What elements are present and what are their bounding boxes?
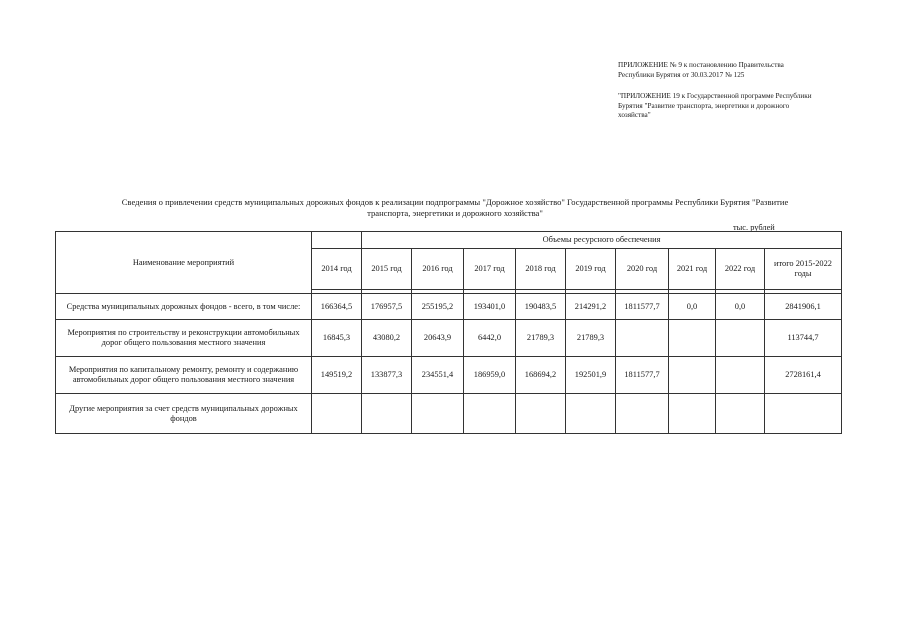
appendix-9-line: ПРИЛОЖЕНИЕ № 9 к постановлению Правительства (618, 61, 784, 69)
title-line: Сведения о привлечении средств муниципальных дорожных фондов к реализации подпрограммы "Дорожное хозяйство" Государственной программы Республики Бурятия "Развитие (121, 197, 789, 207)
table-cell: 1811577,7 (616, 357, 669, 394)
table-cell (716, 320, 765, 357)
column-header-2017: 2017 год (464, 249, 516, 290)
table-cell: 20643,9 (412, 320, 464, 357)
table-cell (616, 320, 669, 357)
table-cell: 1811577,7 (616, 294, 669, 320)
table-cell (566, 394, 616, 434)
table-row (56, 357, 842, 394)
appendix-19-note (618, 92, 858, 121)
column-header-2021: 2021 год (669, 249, 716, 290)
appendix-19-line: "ПРИЛОЖЕНИЕ 19 к Государственной программе Республики (618, 92, 812, 100)
table-cell (312, 394, 362, 434)
empty-header-cell (312, 232, 362, 249)
table-cell: 176957,5 (362, 294, 412, 320)
table-cell: 0,0 (669, 294, 716, 320)
document-title (60, 197, 850, 219)
header-row-group (56, 232, 842, 249)
name-header: Наименование мероприятий (56, 232, 312, 294)
row-name: Мероприятия по капитальному ремонту, ремонту и содержанию автомобильных дорог общего пользования местного значения (56, 357, 312, 394)
table-cell: 186959,0 (464, 357, 516, 394)
table-cell: 2728161,4 (765, 357, 842, 394)
appendix-19-line: Бурятия "Развитие транспорта, энергетики и дорожного (618, 101, 790, 110)
row-name: Другие мероприятия за счет средств муниципальных дорожных фондов (56, 394, 312, 434)
column-header-2019: 2019 год (566, 249, 616, 290)
row-name: Средства муниципальных дорожных фондов - всего, в том числе: (56, 294, 312, 320)
table-cell (516, 394, 566, 434)
table-cell: 0,0 (716, 294, 765, 320)
table-cell: 133877,3 (362, 357, 412, 394)
table-row (56, 320, 842, 357)
table-cell: 21789,3 (566, 320, 616, 357)
table-cell (765, 394, 842, 434)
table-cell: 214291,2 (566, 294, 616, 320)
table-cell (716, 394, 765, 434)
column-header-total: итого 2015-2022 годы (765, 249, 842, 290)
table-cell: 234551,4 (412, 357, 464, 394)
table-cell: 6442,0 (464, 320, 516, 357)
units-label: тыс. рублей (733, 223, 775, 232)
table-cell: 21789,3 (516, 320, 566, 357)
table-cell (669, 320, 716, 357)
table-row (56, 394, 842, 434)
table-cell: 193401,0 (464, 294, 516, 320)
table-cell: 149519,2 (312, 357, 362, 394)
table-cell: 255195,2 (412, 294, 464, 320)
row-name: Мероприятия по строительству и реконструкции автомобильных дорог общего пользования местного значения (56, 320, 312, 357)
column-header-2014: 2014 год (312, 249, 362, 290)
column-header-2018: 2018 год (516, 249, 566, 290)
column-header-2020: 2020 год (616, 249, 669, 290)
table-cell: 166364,5 (312, 294, 362, 320)
appendix-9-note (618, 61, 858, 80)
table-cell: 168694,2 (516, 357, 566, 394)
title-line: транспорта, энергетики и дорожного хозяйства" (367, 208, 543, 218)
column-header-2015: 2015 год (362, 249, 412, 290)
resource-volume-header: Объемы ресурсного обеспечения (362, 232, 842, 249)
table-cell (412, 394, 464, 434)
table-row (56, 294, 842, 320)
table-cell (716, 357, 765, 394)
table-cell (362, 394, 412, 434)
appendix-9-line: Республики Бурятия от 30.03.2017 № 125 (618, 70, 745, 79)
table-cell (464, 394, 516, 434)
table-cell: 190483,5 (516, 294, 566, 320)
column-header-2022: 2022 год (716, 249, 765, 290)
funding-table (55, 231, 842, 434)
table-cell: 192501,9 (566, 357, 616, 394)
appendix-19-line: хозяйства" (618, 111, 651, 119)
table-cell: 16845,3 (312, 320, 362, 357)
table-cell (669, 357, 716, 394)
column-header-2016: 2016 год (412, 249, 464, 290)
table-cell: 113744,7 (765, 320, 842, 357)
table-cell (669, 394, 716, 434)
table-cell: 43080,2 (362, 320, 412, 357)
table-cell: 2841906,1 (765, 294, 842, 320)
table-cell (616, 394, 669, 434)
